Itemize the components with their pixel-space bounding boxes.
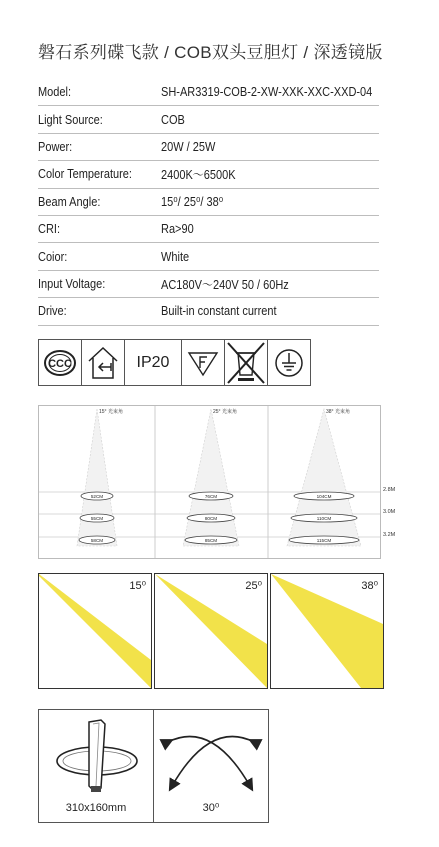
- beam-distance-label: 3.0M: [383, 509, 396, 515]
- spec-row: [38, 243, 379, 270]
- spec-value: White: [161, 249, 190, 264]
- spec-table: [38, 79, 379, 326]
- spec-key: Coior:: [38, 249, 68, 264]
- spec-row: [38, 134, 379, 161]
- weee-bin-icon: [225, 340, 268, 385]
- beam-angle-label: 15° 光束角: [99, 409, 123, 415]
- certification-row: [38, 339, 311, 386]
- svg-text:CCC: CCC: [48, 357, 72, 370]
- beam-cone: [183, 409, 239, 546]
- rotation-arrows-icon: [154, 716, 268, 806]
- beam-diameter-label: 76CM: [204, 493, 218, 499]
- spec-key: Beam Angle:: [38, 194, 101, 209]
- cutoff-angle-25: [154, 573, 268, 689]
- spec-value: 2400K～6500K: [161, 168, 236, 183]
- beam-diameter-label: 110CM: [316, 515, 332, 521]
- spec-value: Ra>90: [161, 222, 194, 237]
- cutoff-angle-label: 38⁰: [361, 580, 378, 592]
- spec-key: Model:: [38, 85, 72, 100]
- spec-value: AC180V～240V 50 / 60Hz: [161, 277, 289, 292]
- beam-distance-label: 3.2M: [383, 532, 396, 538]
- spec-key: CRI:: [38, 222, 60, 237]
- beam-angle-label: 25° 光束角: [213, 409, 237, 415]
- spec-value: SH-AR3319-COB-2-XW-XXK-XXC-XXD-04: [161, 85, 373, 100]
- size-cell: [39, 710, 154, 822]
- page-title: 磐石系列碟飞款 / COB双头豆胆灯 / 深透镜版: [38, 43, 383, 62]
- spec-row: [38, 216, 379, 243]
- beam-diameter-label: 104CM: [316, 493, 332, 499]
- beam-distance-label: 2.8M: [383, 487, 396, 493]
- cutoff-angle-38: [270, 573, 384, 689]
- spec-key: Input Voltage:: [38, 276, 106, 291]
- cutoff-angle-label: 25⁰: [245, 580, 262, 592]
- ip20-rating: IP20: [125, 340, 182, 385]
- beam-diameter-label: 52CM: [90, 493, 104, 499]
- spec-key: Light Source:: [38, 112, 103, 127]
- dimension-panel: [38, 709, 269, 823]
- beam-diameter-label: 115CM: [316, 537, 332, 543]
- spec-value: 20W / 25W: [161, 139, 216, 154]
- rotation-cell: [154, 710, 268, 822]
- spec-row: [38, 271, 379, 298]
- ccc-mark-icon: [39, 340, 82, 385]
- indoor-use-icon: [82, 340, 125, 385]
- beam-diameter-label: 58CM: [90, 537, 104, 543]
- spec-row: [38, 298, 379, 325]
- beam-spread-diagram: [38, 405, 396, 559]
- beam-diameter-label: 55CM: [90, 515, 104, 521]
- spec-value: Built-in constant current: [161, 304, 277, 319]
- beam-diameter-label: 80CM: [204, 515, 218, 521]
- f-mark-icon: [182, 340, 225, 385]
- spec-row: [38, 161, 379, 188]
- size-label: 310x160mm: [65, 802, 127, 814]
- beam-cone: [77, 409, 117, 546]
- fixture-outline-icon: [39, 716, 153, 806]
- spec-key: Power:: [38, 139, 73, 154]
- spec-key: Drive:: [38, 304, 67, 319]
- cutoff-angle-row: [38, 573, 386, 689]
- cutoff-angle-label: 15⁰: [129, 580, 146, 592]
- spec-row: [38, 79, 379, 106]
- spec-row: [38, 106, 379, 133]
- rotation-label: 30⁰: [202, 802, 220, 814]
- beam-cone: [287, 409, 361, 546]
- beam-angle-label: 38° 光束角: [326, 409, 350, 415]
- ground-symbol-icon: [268, 340, 310, 385]
- spec-row: [38, 189, 379, 216]
- beam-diameter-label: 85CM: [204, 537, 218, 543]
- spec-value: COB: [161, 112, 185, 127]
- spec-value: 15⁰/ 25⁰/ 38⁰: [161, 195, 224, 210]
- spec-key: Color Temperature:: [38, 167, 132, 182]
- cutoff-angle-15: [38, 573, 152, 689]
